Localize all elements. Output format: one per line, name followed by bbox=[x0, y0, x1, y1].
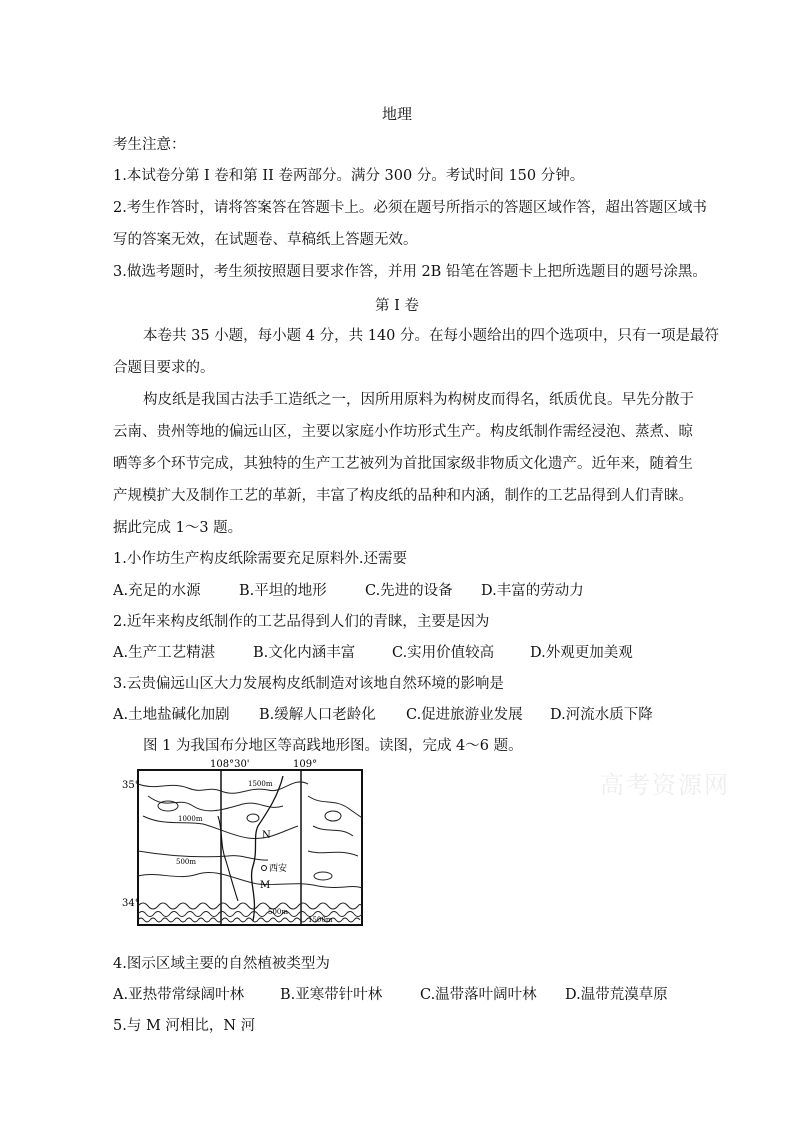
city-label-xian: 西安 bbox=[269, 864, 288, 874]
question-4-stem: 4.图示区域主要的自然植被类型为 bbox=[113, 956, 330, 972]
q3-option-d: D.河流水质下降 bbox=[550, 707, 653, 723]
contour-1000-a bbox=[148, 796, 283, 811]
q2-option-a: A.生产工艺精湛 bbox=[113, 645, 216, 661]
q1-option-c: C.先进的设备 bbox=[365, 583, 453, 599]
notice-2-cont: 写的答案无效，在试题卷、草稿纸上答题无效。 bbox=[113, 232, 418, 248]
q3-option-c: C.促进旅游业发展 bbox=[406, 707, 523, 723]
lon-label-2: 109° bbox=[293, 759, 318, 770]
passage1-line-3: 晒等多个环节完成，其独特的生产工艺被列为首批国家级非物质文化遗产。近年来，随着生 bbox=[113, 456, 693, 472]
question-5-stem: 5.与 M 河相比，N 河 bbox=[113, 1018, 256, 1034]
q4-option-a: A.亚热带常绿阔叶林 bbox=[113, 987, 245, 1003]
section-intro-1: 本卷共 35 小题，每小题 4 分，共 140 分。在每小题给出的四个选项中，只有一项是最符 bbox=[143, 328, 720, 344]
southern-ridge-1 bbox=[138, 903, 362, 909]
q1-option-b: B.平坦的地形 bbox=[239, 583, 327, 599]
section-title: 第 I 卷 bbox=[375, 298, 419, 314]
q4-option-c: C.温带落叶阔叶林 bbox=[420, 987, 537, 1003]
q3-option-b: B.缓解人口老龄化 bbox=[259, 707, 376, 723]
passage1-line-4: 产规模扩大及制作工艺的革新，丰富了构皮纸的品种和内涵，制作的工艺品得到人们青睐。 bbox=[113, 488, 693, 504]
topographic-map bbox=[108, 756, 368, 931]
contour-500-b bbox=[138, 872, 362, 888]
city-marker bbox=[262, 866, 267, 871]
contour-east-a bbox=[308, 796, 362, 818]
passage1-line-5: 据此完成 1～3 题。 bbox=[113, 520, 243, 536]
river-label-n: N bbox=[262, 830, 271, 841]
contour-label-500-b: 500m bbox=[268, 908, 288, 916]
contour-1500-north bbox=[138, 782, 308, 793]
q2-option-c: C.实用价值较高 bbox=[392, 645, 495, 661]
river-n bbox=[252, 776, 283, 921]
q1-option-a: A.充足的水源 bbox=[113, 583, 201, 599]
notice-header: 考生注意： bbox=[113, 137, 186, 153]
contour-label-1000: 1000m bbox=[178, 815, 203, 823]
contour-500-a bbox=[138, 851, 268, 860]
passage2: 图 1 为我国布分地区等高践地形图。读图，完成 4～6 题。 bbox=[143, 738, 523, 754]
paper-title: 地理 bbox=[381, 105, 412, 123]
lat-label-34: 34° bbox=[122, 898, 140, 909]
notice-3: 3.做选考题时，考生须按照题目要求作答，并用 2B 铅笔在答题卡上把所选题目的题号涂黑。 bbox=[113, 264, 707, 280]
contour-east-b bbox=[313, 826, 353, 836]
contour-label-1500-s: 1500m bbox=[308, 916, 333, 924]
contour-east-c bbox=[308, 851, 358, 856]
question-1-stem: 1.小作坊生产构皮纸除需要充足原料外.还需要 bbox=[113, 551, 407, 567]
question-2-stem: 2.近年来构皮纸制作的工艺品得到人们的青睐，主要是因为 bbox=[113, 614, 490, 630]
contour-label-1500-n: 1500m bbox=[248, 780, 273, 788]
contour-hill-2 bbox=[247, 814, 259, 822]
passage1-line-2: 云南、贵州等地的偏远山区，主要以家庭小作坊形式生产。构皮纸制作需经浸泡、蒸煮、晾 bbox=[113, 424, 693, 440]
q4-option-d: D.温带荒漠草原 bbox=[565, 987, 668, 1003]
q3-option-a: A.土地盐碱化加剧 bbox=[113, 707, 230, 723]
question-3-stem: 3.云贵偏远山区大力发展构皮纸制造对该地自然环境的影响是 bbox=[113, 676, 504, 692]
passage1-line-1: 构皮纸是我国古法手工造纸之一，因所用原料为构树皮而得名，纸质优良。早先分散于 bbox=[143, 392, 694, 408]
notice-1: 1.本试卷分第 I 卷和第 II 卷两部分。满分 300 分。考试时间 150 分钟。 bbox=[113, 168, 585, 184]
watermark: 高考资源网 bbox=[600, 771, 730, 799]
q2-option-b: B.文化内涵丰富 bbox=[253, 645, 356, 661]
contour-hill-4 bbox=[314, 872, 332, 880]
notice-2: 2.考生作答时，请将答案答在答题卡上。必须在题号所指示的答题区域作答，超出答题区域书 bbox=[113, 200, 707, 216]
q4-option-b: B.亚寒带针叶林 bbox=[280, 987, 383, 1003]
contour-hill-3 bbox=[325, 811, 341, 821]
q1-option-d: D.丰富的劳动力 bbox=[481, 583, 584, 599]
river-label-m: M bbox=[260, 880, 271, 891]
contour-label-500-a: 500m bbox=[176, 858, 196, 866]
section-intro-2: 合题目要求的。 bbox=[113, 360, 215, 376]
lat-label-35: 35° bbox=[122, 780, 140, 791]
lon-label-1: 108°30' bbox=[210, 759, 250, 770]
map-frame bbox=[138, 770, 362, 925]
contour-hill-1 bbox=[158, 801, 178, 811]
q2-option-d: D.外观更加美观 bbox=[530, 645, 633, 661]
